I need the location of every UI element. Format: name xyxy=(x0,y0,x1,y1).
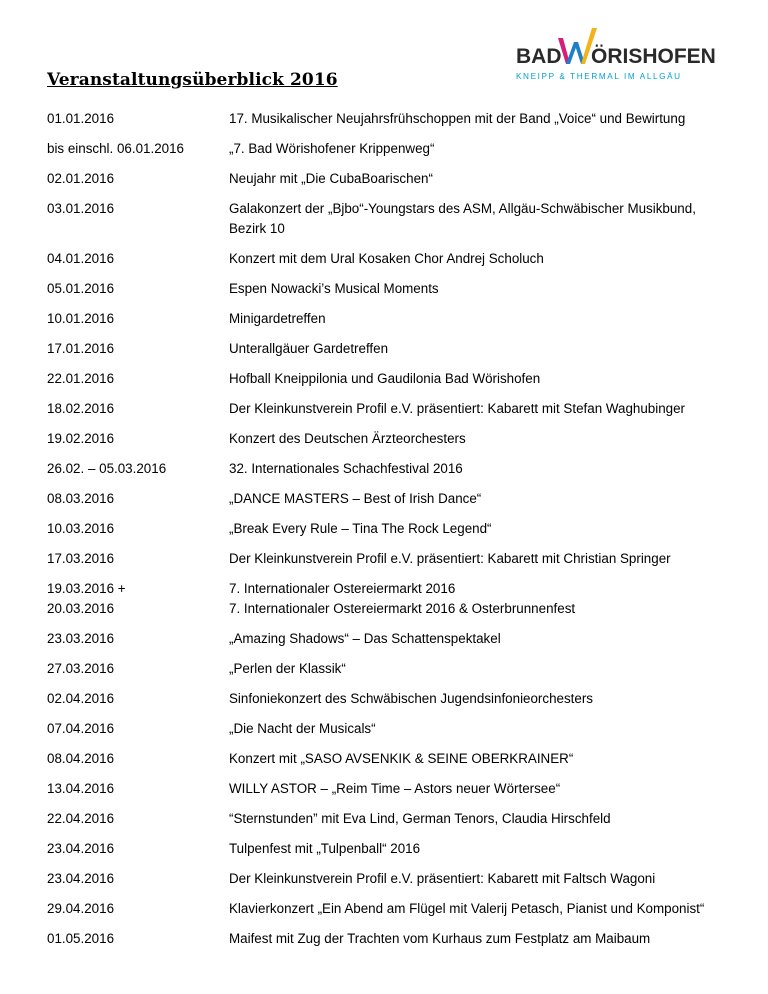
event-row xyxy=(47,399,747,419)
event-date: 01.05.2016 xyxy=(47,931,115,946)
event-title: Der Kleinkunstverein Profil e.V. präsentiert: Kabarett mit Faltsch Wagoni xyxy=(229,871,656,886)
event-row xyxy=(47,489,747,509)
event-row xyxy=(47,839,747,859)
event-row xyxy=(47,459,747,479)
event-date: 01.01.2016 xyxy=(47,111,115,126)
event-date: 17.03.2016 xyxy=(47,551,115,566)
event-date: 04.01.2016 xyxy=(47,251,115,266)
event-row xyxy=(47,749,747,769)
event-date: 26.02. – 05.03.2016 xyxy=(47,461,167,476)
event-date: 02.01.2016 xyxy=(47,171,115,186)
event-date: 08.04.2016 xyxy=(47,751,115,766)
event-row xyxy=(47,519,747,539)
event-title: WILLY ASTOR – „Reim Time – Astors neuer Wörtersee“ xyxy=(229,781,561,796)
event-title: Konzert mit „SASO AVSENKIK & SEINE OBERKRAINER“ xyxy=(229,751,574,766)
event-title: „Perlen der Klassik“ xyxy=(229,661,346,676)
event-row xyxy=(47,169,747,189)
event-date: 05.01.2016 xyxy=(47,281,115,296)
event-date: 03.01.2016 xyxy=(47,201,115,216)
event-row xyxy=(47,809,747,829)
event-date: 19.02.2016 xyxy=(47,431,115,446)
event-row xyxy=(47,869,747,889)
event-date: 22.04.2016 xyxy=(47,811,115,826)
event-row xyxy=(47,719,747,739)
event-title: „Amazing Shadows“ – Das Schattenspektakel xyxy=(229,631,501,646)
event-row xyxy=(47,929,747,949)
event-row xyxy=(47,429,747,449)
event-title: Neujahr mit „Die CubaBoarischen“ xyxy=(229,171,433,186)
event-date: 18.02.2016 xyxy=(47,401,115,416)
event-title: 17. Musikalischer Neujahrsfrühschoppen mit der Band „Voice“ und Bewirtung xyxy=(229,111,686,126)
event-date: 22.01.2016 xyxy=(47,371,115,386)
event-title: Konzert des Deutschen Ärzteorchesters xyxy=(229,431,466,446)
event-row xyxy=(47,339,747,359)
event-date: 19.03.2016 + 20.03.2016 xyxy=(47,581,126,616)
event-title: Konzert mit dem Ural Kosaken Chor Andrej Scholuch xyxy=(229,251,544,266)
event-row xyxy=(47,139,747,159)
event-title: „DANCE MASTERS – Best of Irish Dance“ xyxy=(229,491,482,506)
event-row xyxy=(47,629,747,649)
event-row xyxy=(47,309,747,329)
event-title: “Sternstunden” mit Eva Lind, German Tenors, Claudia Hirschfeld xyxy=(229,811,611,826)
event-date: 02.04.2016 xyxy=(47,691,115,706)
event-row xyxy=(47,659,747,679)
event-row xyxy=(47,689,747,709)
event-date: 29.04.2016 xyxy=(47,901,115,916)
event-title: Unterallgäuer Gardetreffen xyxy=(229,341,389,356)
event-title: Minigardetreffen xyxy=(229,311,326,326)
event-title: Tulpenfest mit „Tulpenball“ 2016 xyxy=(229,841,421,856)
event-title: Klavierkonzert „Ein Abend am Flügel mit Valerij Petasch, Pianist und Komponist“ xyxy=(229,901,705,916)
event-title: „Die Nacht der Musicals“ xyxy=(229,721,376,736)
event-date: 10.03.2016 xyxy=(47,521,115,536)
event-title: Der Kleinkunstverein Profil e.V. präsentiert: Kabarett mit Stefan Waghubinger xyxy=(229,401,686,416)
event-row xyxy=(47,779,747,799)
event-row xyxy=(47,369,747,389)
event-title: Der Kleinkunstverein Profil e.V. präsentiert: Kabarett mit Christian Springer xyxy=(229,551,671,566)
event-title: Espen Nowacki’s Musical Moments xyxy=(229,281,439,296)
event-date: 07.04.2016 xyxy=(47,721,115,736)
event-title: „7. Bad Wörishofener Krippenweg“ xyxy=(229,141,435,156)
event-title: Hofball Kneippilonia und Gaudilonia Bad Wörishofen xyxy=(229,371,541,386)
event-date: 23.04.2016 xyxy=(47,871,115,886)
event-row xyxy=(47,549,747,569)
event-title: Galakonzert der „Bjbo“-Youngstars des ASM, Allgäu-Schwäbischer Musikbund, Bezirk 10 xyxy=(229,201,696,236)
event-date: 23.04.2016 xyxy=(47,841,115,856)
event-title: Sinfoniekonzert des Schwäbischen Jugendsinfonieorchesters xyxy=(229,691,593,706)
event-title: Maifest mit Zug der Trachten vom Kurhaus zum Festplatz am Maibaum xyxy=(229,931,651,946)
event-row xyxy=(47,109,747,129)
event-title: 32. Internationales Schachfestival 2016 xyxy=(229,461,463,476)
event-title: „Break Every Rule – Tina The Rock Legend“ xyxy=(229,521,492,536)
event-row xyxy=(47,199,747,239)
event-date: 08.03.2016 xyxy=(47,491,115,506)
event-date: 13.04.2016 xyxy=(47,781,115,796)
event-list xyxy=(47,109,747,959)
event-date: 27.03.2016 xyxy=(47,661,115,676)
event-date: bis einschl. 06.01.2016 xyxy=(47,141,184,156)
event-row xyxy=(47,249,747,269)
bad-woerishofen-logo xyxy=(500,22,716,84)
event-date: 17.01.2016 xyxy=(47,341,115,356)
logo-tagline: KNEIPP & THERMAL IM ALLGÄU xyxy=(516,72,682,81)
page-title: Veranstaltungsüberblick 2016 xyxy=(47,70,338,90)
event-row xyxy=(47,579,747,619)
event-row xyxy=(47,899,747,919)
logo-text-bad: BAD xyxy=(516,45,562,68)
event-date: 10.01.2016 xyxy=(47,311,115,326)
event-row xyxy=(47,279,747,299)
event-date: 23.03.2016 xyxy=(47,631,115,646)
logo-text-woerishofen: ÖRISHOFEN xyxy=(591,45,716,68)
event-title: 7. Internationaler Ostereiermarkt 2016 7. Internationaler Ostereiermarkt 2016 & Osterbrunnenfest xyxy=(229,581,576,616)
